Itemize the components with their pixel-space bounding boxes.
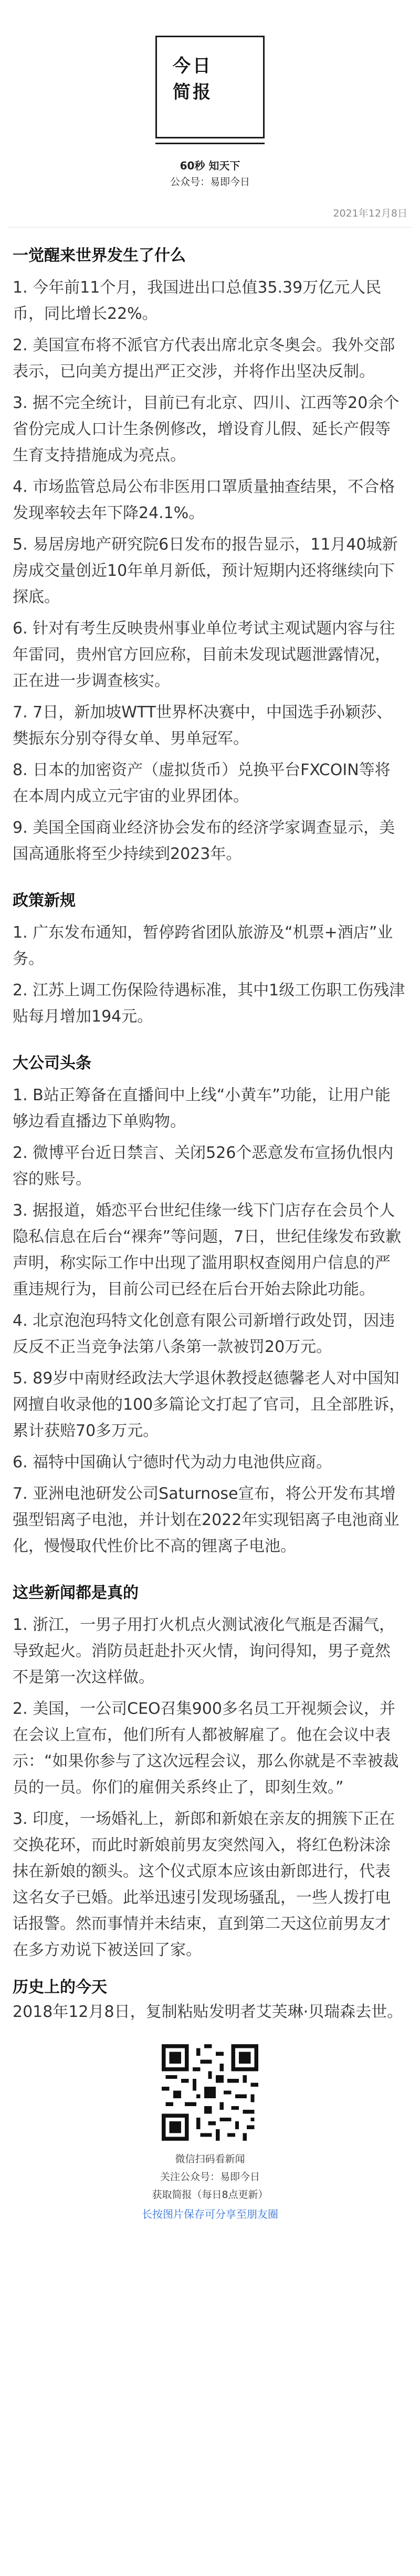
footer-scan-text: 微信扫码看新闻 [175,2153,245,2165]
news-item: 6. 针对有考生反映贵州事业单位考试主观试题内容与往年雷同，贵州官方回应称，目前未发现试题泄露情况，正在进一步调查核实。 [13,619,395,690]
share-hint-link[interactable]: 长按图片保存可分享至朋友圈 [142,2208,278,2220]
news-item: 4. 北京泡泡玛特文化创意有限公司新增行政处罚，因违反反不正当竞争法第八条第一款被罚20万元。 [13,1312,395,1356]
news-item: 7. 7日，新加坡WTT世界杯决赛中，中国选手孙颖莎、樊振东分别夺得女单、男单冠军。 [13,703,393,748]
section-title-policy: 政策新规 [13,892,76,910]
history-title: 历史上的今天 [13,1978,107,1997]
news-item: 3. 据不完全统计，目前已有北京、四川、江西等20余个省份完成人口计生条例修改，增设育儿假、延长产假等生育支持措施成为亮点。 [13,394,400,465]
qr-code-icon[interactable] [162,2044,258,2141]
news-item: 7. 亚洲电池研发公司Saturnose宣布，将公开发布其增强型铝离子电池，并计划在2022年实现铝离子电池商业化，慢慢取代性价比不高的锂离子电池。 [13,1485,400,1555]
policy-news-list [0,920,420,1030]
news-item: 2. 微博平台近日禁言、关闭526个恶意发布宣扬仇恨内容的账号。 [13,1144,394,1188]
footer-follow-text: 关注公众号：易即今日 [160,2171,260,2183]
section-title-company: 大公司头条 [13,1054,91,1072]
history-text: 2018年12月8日，复制粘贴发明者艾芙琳·贝瑞森去世。 [13,2003,403,2021]
news-item: 4. 市场监管总局公布非医用口罩质量抽查结果，不合格发现率较去年下降24.1%。 [13,478,395,522]
news-item: 5. 89岁中南财经政法大学退休教授赵德馨老人对中国知网擅自收录他的100多篇论文打起了官司，且全部胜诉，累计获赔70多万元。 [13,1369,405,1440]
badge-line-2: 简报 [173,82,213,103]
news-item: 1. 广东发布通知，暂停跨省团队旅游及“机票+酒店”业务。 [13,924,393,968]
slogan: 60秒 知天下 [180,159,240,172]
news-item: 6. 福特中国确认宁德时代为动力电池供应商。 [13,1453,332,1472]
badge-line-1: 今日 [173,56,213,77]
news-item: 3. 据报道，婚恋平台世纪佳缘一线下门店存在会员个人隐私信息在后台“裸奔”等问题，7日，世纪佳缘发布致歉声明，称实际工作中出现了滥用职权查阅用户信息的严重违规行为，目前公司已经在后台开始去除此功能。 [13,1201,402,1298]
news-item: 1. 浙江，一男子用打火机点火测试液化气瓶是否漏气，导致起火。消防员赶赴扑灭火情，询问得知，男子竟然不是第一次这样做。 [13,1616,395,1687]
news-item: 9. 美国全国商业经济协会发布的经济学家调查显示，美国高通胀将至少持续到2023年。 [13,819,395,863]
badge-underline [155,143,265,144]
company-news-list [0,1082,420,1560]
news-item: 8. 日本的加密资产（虚拟货币）兑换平台FXCOIN等将在本周内成立元宇宙的业界团体。 [13,761,391,806]
real-news-list [0,1612,420,1963]
header [0,0,420,189]
section-title-world: 一觉醒来世界发生了什么 [13,246,186,265]
world-news-list [0,275,420,867]
news-item: 1. B站正筹备在直播间中上线“小黄车”功能，让用户能够边看直播边下单购物。 [13,1086,391,1131]
qr-container [0,2025,420,2150]
news-item: 2. 江苏上调工伤保险待遇标准，其中1级工伤职工伤残津贴每月增加194元。 [13,981,405,1026]
footer-update-text: 获取简报（每日8点更新） [152,2189,268,2201]
section-title-real: 这些新闻都是真的 [13,1584,139,1602]
account-name: 公众号：易即今日 [170,176,250,188]
news-item: 2. 美国宣布将不派官方代表出席北京冬奥会。我外交部表示，已向美方提出严正交涉，并将作出坚决反制。 [13,336,395,381]
title-badge [155,36,265,138]
issue-date: 2021年12月8日 [333,208,407,219]
news-item: 3. 印度，一场婚礼上，新郎和新娘在亲友的拥簇下正在交换花环，而此时新娘前男友突然闯入，将红色粉沫涂抹在新娘的额头。这个仪式原本应该由新郎进行，代表这名女子已婚。此举迅速引发现场骚乱，一些人拨打电话报警。然而事情并未结束，直到第二天这位前男友才在多方劝说下被送回了家。 [13,1810,395,1959]
news-item: 5. 易居房地产研究院6日发布的报告显示，11月40城新房成交量创近10年单月新低，预计短期内还将继续向下探底。 [13,535,398,606]
news-item: 1. 今年前11个月，我国进出口总值35.39万亿元人民币，同比增长22%。 [13,278,382,323]
news-item: 2. 美国，一公司CEO召集900多名员工开视频会议，并在会议上宣布，他们所有人都被解雇了。他在会议中表示：“如果你参与了这次远程会议，那么你就是不幸被裁员的一员。你们的雇佣关系终止了，即刻生效。” [13,1700,399,1797]
